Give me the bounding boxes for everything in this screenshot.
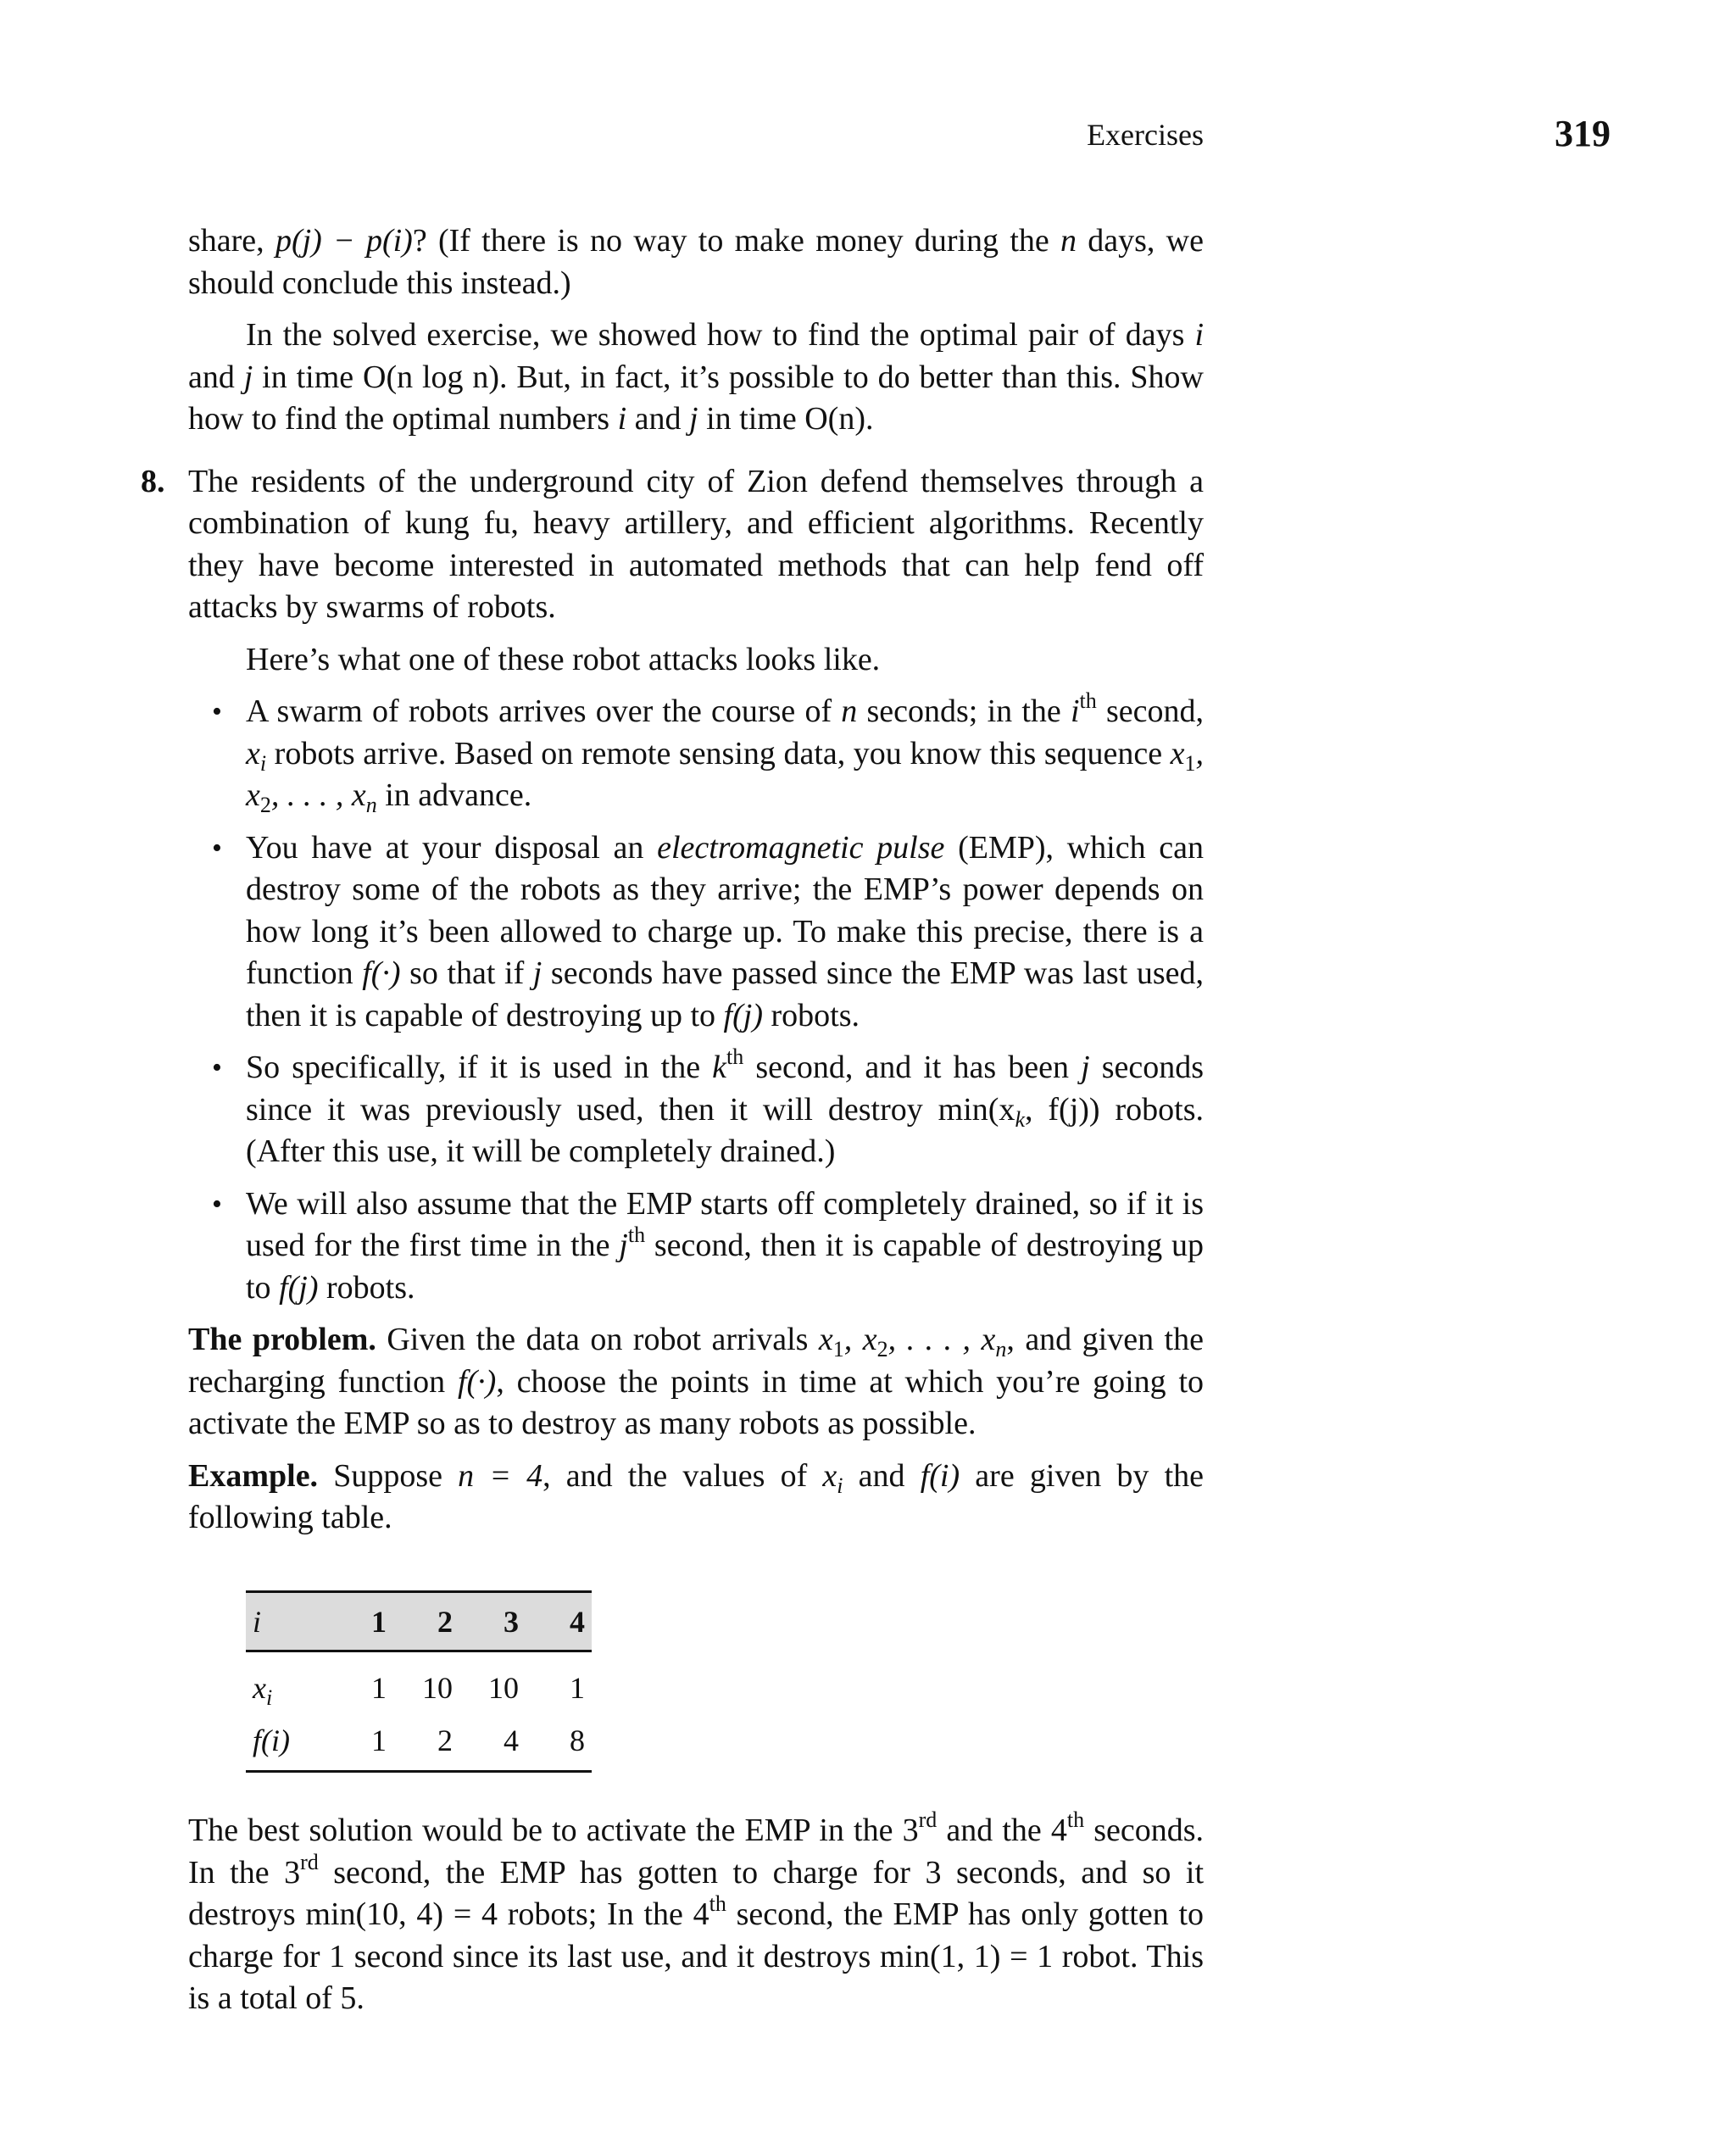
problem-statement: The problem. Given the data on robot arrivals $x_1$, $x_2$, . . . , $x_n$, and given the recharging function f(·), choose the points in time at which you’re going to activate the EMP so as to destroy as many robots as possible. <box>188 1322 1204 1441</box>
example-statement: Example. Suppose n = 4, and the values of $x_i$ and f(i) are given by the following table. <box>188 1457 1205 1535</box>
solution-paragraph: The best solution would be to activate the EMP in the 3rd and the 4th seconds. In the 3rd second, the EMP has gotten to charge for 3 seconds, and so it destroys min(10, 4) = 4 robots; In the 4th second, the EMP has only gotten to charge for 1 second since its last use, and it destroys min(1, 1) = 1 robot. This is a total of 5. <box>188 1807 1205 2016</box>
table-cell: 10 <box>422 1671 453 1705</box>
table-cell: 2 <box>393 1715 459 1772</box>
table-header-cell: i <box>246 1591 327 1651</box>
table-cell: 4 <box>459 1715 526 1772</box>
table-row-label: f(i) <box>246 1715 327 1772</box>
table-header-cell: 2 <box>393 1591 459 1651</box>
page-body <box>141 220 1205 2020</box>
table-header-cell: 3 <box>459 1591 526 1651</box>
list-item: • A swarm of robots arrives over the course of n seconds; in the $i^{th}$ second, $x_i$ robots arrive. Based on remote sensing data, you know this sequence $x_1$, $x_2$, . . . , $x_n$ in advance. <box>246 691 1204 817</box>
table-row <box>246 1651 592 1715</box>
bullet-list <box>188 688 1205 1309</box>
table-cell: 1 <box>371 1671 387 1705</box>
exercise-number: 8. <box>141 463 165 499</box>
table-cell: 10 <box>488 1671 519 1705</box>
list-item: • You have at your disposal an electromagnetic pulse (EMP), which can destroy some of the robots as they arrive; the EMP’s power depends on how long it’s been allowed to charge up. To make this precise, there is a function f(·) so that if j seconds have passed since the EMP was last used, then it is capable of destroying up to f(j) robots. <box>246 827 1204 1038</box>
exercise-8 <box>141 461 1204 629</box>
table-header-row <box>246 1591 592 1651</box>
table-header-cell: 1 <box>327 1591 393 1651</box>
table-row-label: $x_i$ <box>253 1671 273 1710</box>
list-item: • So specifically, if it is used in the $k^{th}$ second, and it has been j seconds since it was previously used, then it will destroy $\min(x_k$, f(j)) robots. (After this use, it will be completely drained.) <box>246 1047 1204 1173</box>
list-item: • We will also assume that the EMP starts off completely drained, so if it is used for the first time in the $j^{th}$ second, then it is capable of destroying up to f(j) robots. <box>246 1183 1204 1310</box>
exercise-intro: The residents of the underground city of Zion defend themselves through a combination of kung fu, heavy artillery, and efficient algorithms. Recently they have become interested in automated methods that can help fend off attacks by swarms of robots. <box>188 463 1204 625</box>
paragraph-continued: share, p(j) − p(i)? (If there is no way to make money during the n days, we should conclude this instead.) <box>188 223 1204 301</box>
table-cell: 8 <box>526 1715 592 1772</box>
example-table <box>246 1590 1204 1774</box>
table-header-cell: 4 <box>526 1591 592 1651</box>
table-cell: 1 <box>327 1715 393 1772</box>
running-head: Exercises <box>1087 118 1204 152</box>
page-number: 319 <box>1555 113 1611 154</box>
paragraph-solved-exercise: In the solved exercise, we showed how to find the optimal pair of days i and j in time O(n log n). But, in fact, it’s possible to do better than this. Show how to find the optimal numbers i and j in time O(n). <box>188 317 1204 437</box>
table-row <box>246 1715 592 1772</box>
table-cell: 1 <box>570 1671 585 1705</box>
exercise-lead: Here’s what one of these robot attacks looks like. <box>246 641 881 677</box>
